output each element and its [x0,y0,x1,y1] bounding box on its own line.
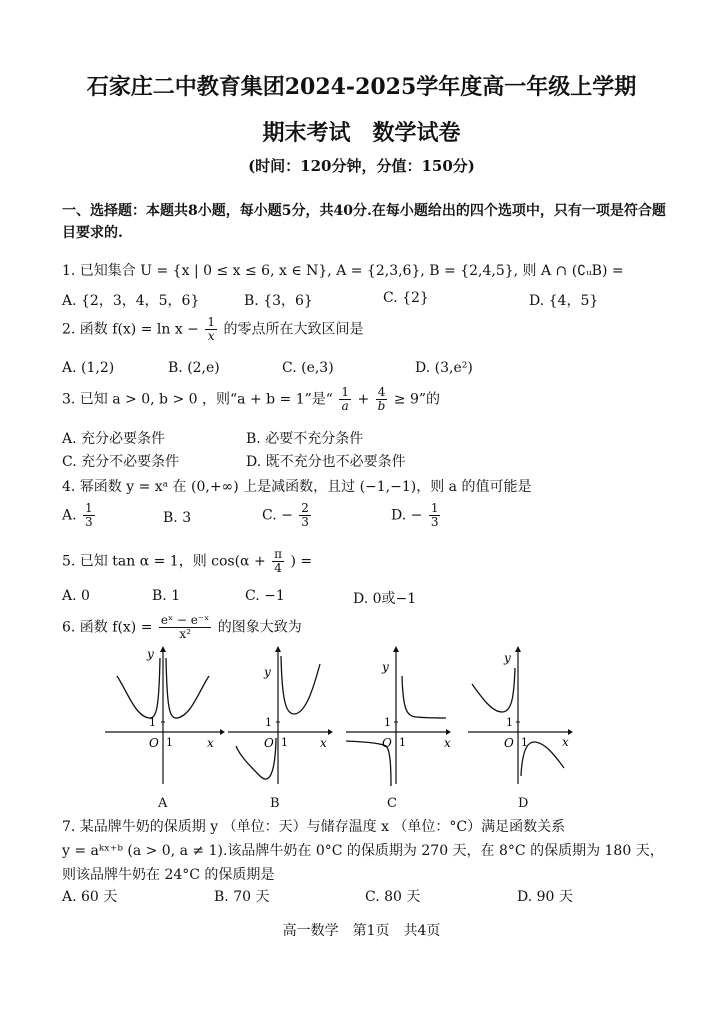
question-6-text [62,614,302,641]
question-4-option-a-fraction [83,502,95,529]
graph-d-tick-y: 1 [506,716,513,729]
question-1-text: 1. 已知集合 U = {x | 0 ≤ x ≤ 6, x ∈ N}, A = {2,3,6}, B = {2,4,5}, 则 A ∩ (∁ᵤB) = [62,263,624,279]
question-4-option-a-numerator: 1 [85,501,93,515]
question-5-option-c: C. −1 [245,588,285,604]
graph-d-svg [468,646,578,786]
question-7-option-b: B. 70 天 [214,889,270,905]
question-7-line2: y = aᵏˣ⁺ᵇ (a > 0, a ≠ 1).该品牌牛奶在 0°C 的保质期为 270 天，在 8°C 的保质期为 180 天， [62,843,664,859]
graph-c-svg [346,646,461,786]
graph-a-origin: O [149,736,159,750]
question-4-option-d-denominator: 3 [430,515,439,529]
question-4-option-c-label: C. − [262,507,293,524]
graph-b [228,646,338,790]
question-4-option-c [262,502,313,529]
question-3-option-d: D. 既不充分也不必要条件 [246,454,406,470]
question-2-option-a: A. (1,2) [62,360,115,376]
graph-a-axis-x: x [207,736,214,750]
graph-c-tick-y: 1 [384,716,391,729]
question-5-prefix: 5. 已知 tan α = 1，则 cos(α + [62,553,266,570]
question-6-denominator: x² [179,627,191,641]
question-3-suffix: ≥ 9”的 [393,391,441,408]
graph-a-label: A [158,796,168,811]
question-3-prefix: 3. 已知 a > 0, b > 0 ，则“a + b = 1”是“ [62,391,333,408]
question-6-prefix: 6. 函数 f(x) = [62,619,153,636]
question-2-option-b: B. (2,e) [168,360,220,376]
graph-c-axis-y: y [382,660,389,674]
question-1-option-d: D. {4，5} [529,293,599,309]
question-1-option-a: A. {2，3，4，5，6} [62,293,200,309]
graph-b-axis-y: y [264,665,271,679]
graph-b-tick-x: 1 [281,736,288,749]
question-4-text: 4. 幂函数 y = xᵃ 在 (0,+∞) 上是减函数，且过 (−1,−1)，则 a 的值可能是 [62,479,532,495]
question-5-numerator: π [274,547,283,561]
question-5-suffix: ) = [290,553,313,570]
question-7-option-a: A. 60 天 [62,889,118,905]
graph-d [468,646,578,790]
graph-d-origin: O [504,736,514,750]
question-3-text [62,386,440,413]
question-4-option-a [62,502,97,529]
graph-d-label: D [518,796,529,811]
question-4-option-c-numerator: 2 [301,501,309,515]
question-3-option-a: A. 充分必要条件 [62,431,166,447]
graph-a [105,646,225,790]
question-3-numerator-1: 1 [341,385,350,399]
question-4-option-d [391,502,442,529]
question-6-fraction [159,614,211,641]
question-1-option-b: B. {3，6} [244,293,313,309]
graph-d-tick-x: 1 [521,736,528,749]
question-4-option-d-label: D. − [391,507,423,524]
question-3-option-c: C. 充分不必要条件 [62,454,180,470]
exam-info: (时间：120分钟，分值：150分) [248,157,475,175]
question-2-suffix: 的零点所在大致区间是 [223,321,364,338]
question-4-option-c-denominator: 3 [301,515,309,529]
graph-b-tick-y: 1 [265,716,272,729]
graph-c-axis-x: x [444,736,451,750]
question-3-option-b: B. 必要不充分条件 [246,431,364,447]
question-2-option-d: D. (3,e²) [415,360,473,376]
graph-a-axis-y: y [147,647,154,661]
graph-b-axis-x: x [320,736,327,750]
question-5-fraction [272,548,284,575]
question-2-text [62,316,363,343]
section-heading: 一、选择题：本题共8小题，每小题5分，共40分.在每小题给出的四个选项中，只有一项是符合题目要求的. [62,203,666,241]
graph-b-origin: O [264,736,274,750]
question-5-option-a: A. 0 [62,588,90,604]
graph-a-svg [105,646,225,786]
graph-a-tick-y: 1 [149,716,156,729]
question-3-plus: + [357,391,370,408]
graph-c-label: C [387,796,397,811]
exam-title-line2: 期末考试 数学试卷 [262,120,461,146]
question-7-option-c: C. 80 天 [365,889,421,905]
question-2-prefix: 2. 函数 f(x) = ln x − [62,321,199,338]
question-4-option-c-fraction [299,502,311,529]
question-4-option-d-fraction [429,502,441,529]
page-footer: 高一数学 第1页 共4页 [282,923,441,939]
graph-c-origin: O [382,736,392,750]
graph-c-tick-x: 1 [399,736,406,749]
exam-title-line1: 石家庄二中教育集团2024-2025学年度高一年级上学期 [86,74,637,100]
question-1-option-c: C. {2} [383,290,429,306]
question-2-fraction [205,316,217,343]
question-3-numerator-2: 4 [377,385,386,399]
graph-d-axis-y: y [504,651,511,665]
question-3-fraction-2 [376,386,388,413]
question-6-numerator: eˣ − e⁻ˣ [160,613,210,627]
graph-b-svg [228,646,338,786]
question-2-numerator: 1 [207,315,216,329]
question-3-fraction-1 [339,386,351,413]
question-6-suffix: 的图象大致为 [217,619,302,636]
question-5-option-d: D. 0或−1 [353,591,417,607]
question-4-option-d-numerator: 1 [430,501,439,515]
question-2-denominator: x [207,329,215,343]
question-4-option-a-denominator: 3 [85,515,93,529]
graph-c [346,646,461,790]
graph-a-tick-x: 1 [166,736,173,749]
question-7-line1: 7. 某品牌牛奶的保质期 y （单位：天）与储存温度 x （单位：°C）满足函数关系 [62,819,566,835]
question-7-line3: 则该品牌牛奶在 24°C 的保质期是 [62,867,275,883]
question-5-denominator: 4 [274,561,282,575]
graph-b-label: B [270,796,280,811]
question-3-denominator-2: b [377,399,386,413]
question-7-option-d: D. 90 天 [517,889,573,905]
question-4-option-a-label: A. [62,507,77,524]
graph-d-axis-x: x [562,735,569,749]
question-5-option-b: B. 1 [152,588,181,604]
question-2-option-c: C. (e,3) [282,360,334,376]
question-3-denominator-1: a [341,399,349,413]
question-5-text [62,548,312,575]
question-4-option-b: B. 3 [163,510,192,526]
